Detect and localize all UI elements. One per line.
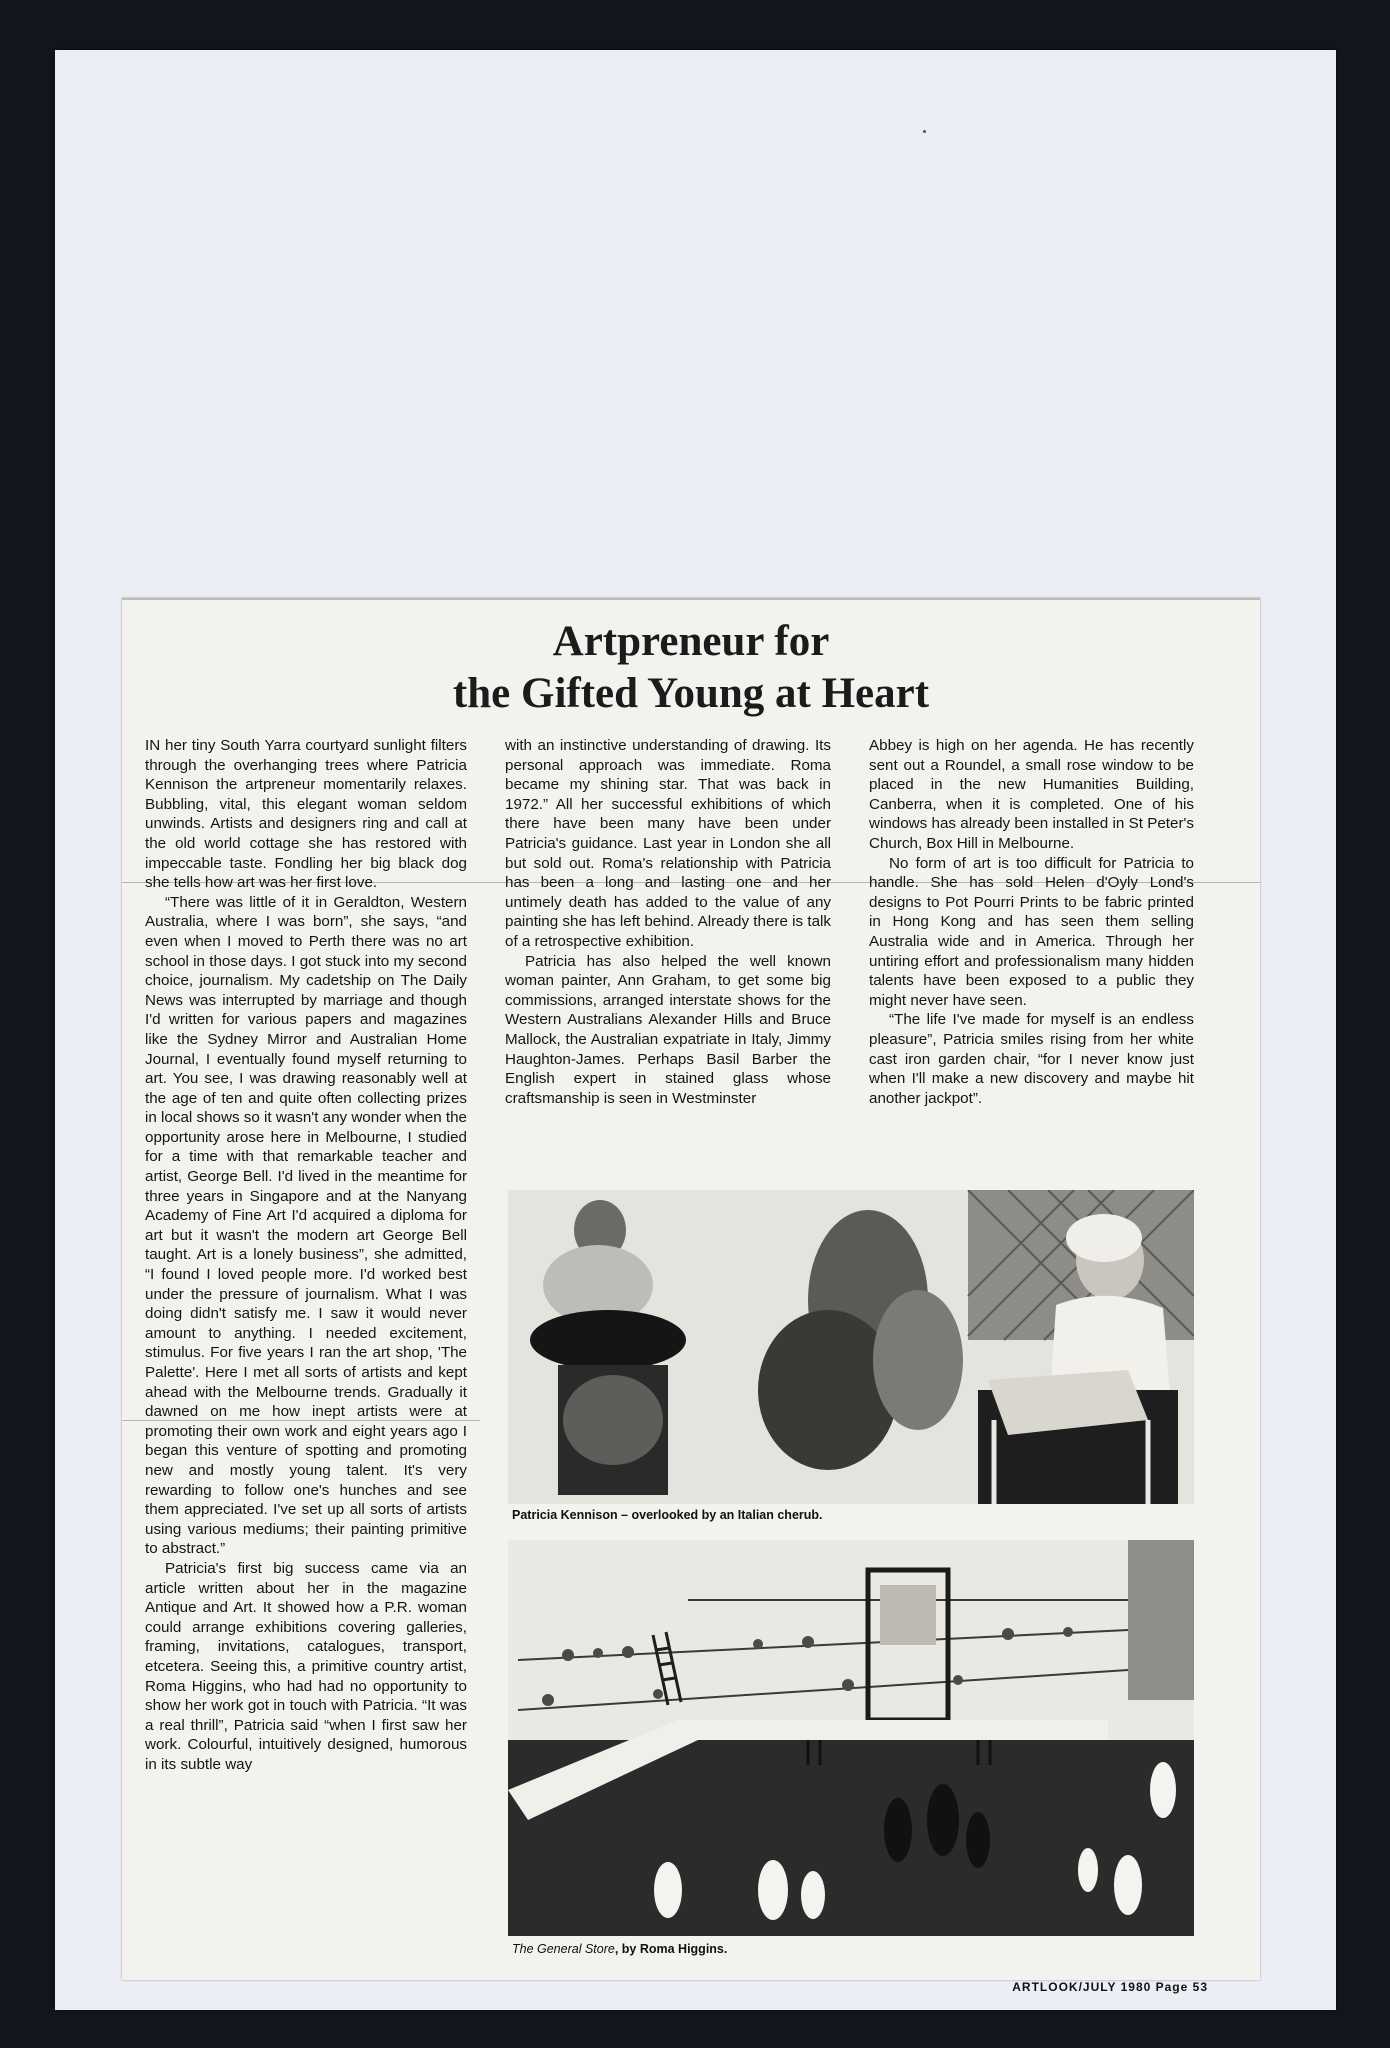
column-1-paragraph-2: “There was little of it in Geraldton, Western Australia, where I was born”, she says, “and even when I moved to Perth there was no art school in those days. I got stuck into my second choice, journalism. My cadetship on The Daily News was interrupted by marriage and though I'd written for various papers and magazines like the Sydney Mirror and Australian Home Journal, I eventually found myself returning to art. You see, I was drawing reasonably well at the age of ten and quite often collecting prizes in local shows so it wasn't any wonder when the opportunity arose here in Melbourne, I studied for a time with that remarkable teacher and artist, George Bell. I'd lived in the meantime for three years in Singapore and at the Nanyang Academy of Fine Art I'd acquired a diploma for art but it wasn't the modern art George Bell taught. Art is a lonely business”, she admitted, “I found I loved people more. I'd worked best under the pressure of journalism. What I was doing didn't satisfy me. I saw it would never amount to anything. I needed excitement, stimulus. For five years I ran the art shop, 'The Palette'. Here I met all sorts of artists and kept ahead with the Melbourne trends. Gradually it dawned on me how inept artists were at promoting their own work and eight years ago I began this venture of spotting and promoting new and mostly young talent. It's very rewarding to follow one's hunches and see them appreciated. I've set up all sorts of artists using various mediums; their painting primitive to abstract.” xyxy=(145,893,468,1558)
article-column-1 xyxy=(145,736,467,1774)
photo-caption-1: Patricia Kennison – overlooked by an Italian cherub. xyxy=(512,1508,823,1522)
fold-crease-lower xyxy=(122,1420,480,1421)
fold-crease-upper xyxy=(122,882,1260,883)
column-3-paragraph-3: “The life I've made for myself is an endless pleasure”, Patricia smiles rising from her white cast iron garden chair, “for I never know just when I'll make a new discovery and maybe hit another jackpot”. xyxy=(869,1011,1194,1107)
page-footer: ARTLOOK/JULY 1980 Page 53 xyxy=(1012,1980,1208,1994)
headline-line-2: the Gifted Young at Heart xyxy=(452,670,930,717)
painting-the-general-store xyxy=(508,1540,1194,1936)
column-2-paragraph-1: with an instinctive understanding of drawing. Its personal approach was immediate. Roma became my shining star. That was back in 1972.” All her successful exhibitions of which there have been many have been under Patricia's guidance. Last year in London she all but sold out. Roma's relationship with Patricia has been a long and lasting one and her untimely death has added to the value of any painting she has left behind. Already there is talk of a retrospective exhibition. xyxy=(505,737,831,950)
photo-patricia-kennison xyxy=(508,1190,1194,1504)
clipping-top-edge xyxy=(122,598,1260,600)
board-speck xyxy=(923,130,926,133)
column-1-paragraph-3: Patricia's first big success came via an article written about her in the magazine Antique and Art. It showed how a P.R. woman could arrange exhibitions covering galleries, framing, invitations, catalogues, transport, etcetera. Seeing this, a primitive country artist, Roma Higgins, who had had no opportunity to show her work got in touch with Patricia. “It was a real thrill”, Patricia said “when I first saw her work. Colourful, intuitively designed, humorous in its subtle way xyxy=(145,1559,467,1773)
photo-caption-2 xyxy=(512,1942,727,1956)
article-column-3 xyxy=(869,736,1194,1108)
article-column-2 xyxy=(505,736,831,1108)
column-3-paragraph-2: No form of art is too difficult for Patricia to handle. She has sold Helen d'Oyly Lond's designs to Pot Pourri Prints to be fabric printed in Hong Kong and has seen them selling Australia wide and in America. Through her untiring effort and professionalism many hidden talents have been exposed to a public they might never have seen. xyxy=(869,854,1194,1009)
column-2-paragraph-2: Patricia has also helped the well known woman painter, Ann Graham, to get some big commissions, arranged interstate shows for the Western Australians Alexander Hills and Bruce Mallock, the Australian expatriate in Italy, Jimmy Haughton-James. Perhaps Basil Barber the English expert in stained glass whose craftsmanship is seen in Westminster xyxy=(505,952,831,1107)
column-3-paragraph-1: Abbey is high on her agenda. He has recently sent out a Roundel, a small rose window to be placed in the new Humanities Building, Canberra, when it is completed. One of his windows has already been installed in St Peter's Church, Box Hill in Melbourne. xyxy=(869,737,1194,852)
column-1-paragraph-1: IN her tiny South Yarra courtyard sunlight filters through the overhanging trees where Patricia Kennison the artpreneur momentarily relaxes. Bubbling, vital, this elegant woman seldom unwinds. Artists and designers ring and call at the old world cottage she has restored with impeccable taste. Fondling her big black dog she tells how art was her first love. xyxy=(145,737,467,892)
article-headline xyxy=(122,616,1260,720)
caption-2-credit: , by Roma Higgins. xyxy=(614,1942,728,1956)
photo-patricia-kennison-image xyxy=(508,1190,1194,1504)
headline-line-1: Artpreneur for xyxy=(552,618,830,665)
painting-the-general-store-image xyxy=(508,1540,1194,1936)
newspaper-clipping xyxy=(122,598,1260,1994)
caption-2-title: The General Store xyxy=(512,1942,615,1956)
